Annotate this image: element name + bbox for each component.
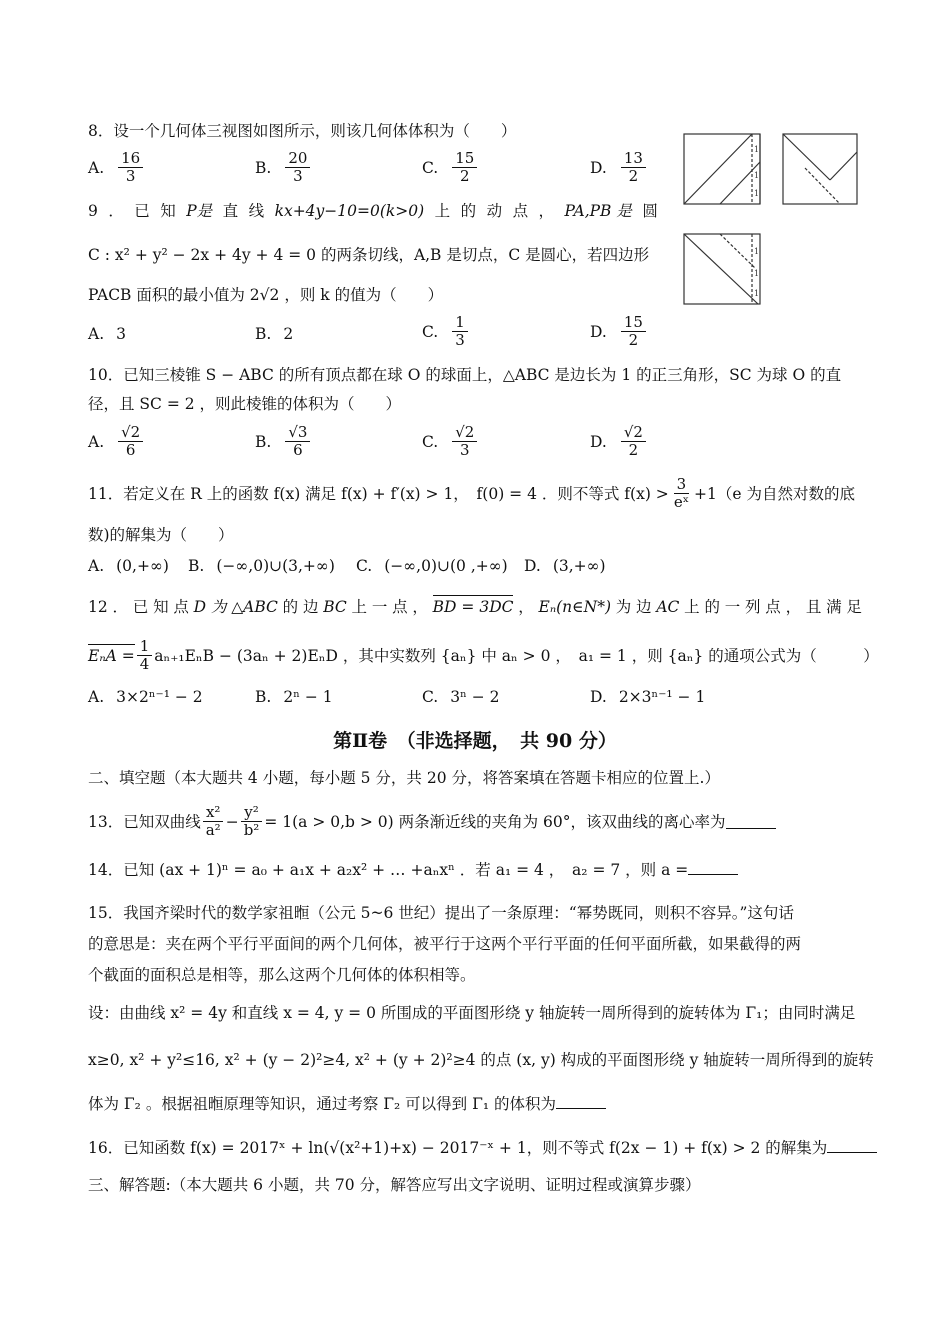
q15-line3: 个截面的面积总是相等，那么这两个几何体的体积相等。 [88, 966, 476, 984]
q11-line2: 数)的解集为（ ） [88, 526, 234, 544]
q14: 14．已知 (ax + 1)ⁿ = a₀ + a₁x + a₂x² + … +aₙxⁿ ．若 a₁ = 4 ， a₂ = 7 ，则 a = [88, 860, 738, 880]
q16: 16．已知函数 f(x) = 2017ˣ + ln(√(x²+1)+x) − 2017⁻ˣ + 1，则不等式 f(2x − 1) + f(x) > 2 的解集为 [88, 1138, 877, 1158]
answer-blank[interactable] [688, 860, 738, 875]
q11-option-b[interactable]: B. (−∞,0)∪(3,+∞) [188, 557, 335, 575]
q9-line2: C : x² + y² − 2x + 4y + 4 = 0 的两条切线，A,B 是切点，C 是圆心，若四边形 [88, 246, 650, 264]
q15-line5: x≥0, x² + y²≤16, x² + (y − 2)²≥4, x² + (y + 2)²≥4 的点 (x, y) 构成的平面图形绕 y 轴旋转一周所得到的旋转 [88, 1051, 874, 1069]
dim-label: 1 [754, 269, 760, 278]
section-2-title: 第Ⅱ卷 （非选择题， 共 90 分） [333, 730, 617, 752]
q8-option-b[interactable] [255, 150, 312, 185]
q11-option-a[interactable]: A. (0,+∞) [88, 557, 169, 575]
q9-line1: 9 ． 已 知 P是 直 线 kx+4y−10=0(k>0) 上 的 动 点 ， PA,PB 是 圆 [88, 202, 658, 220]
q12-line1: 12 ． 已 知 点 D 为 △ABC 的 边 BC 上 一 点 ， BD = 3DC ， Eₙ(n∈N*) 为 边 AC 上 的 一 列 点 ， 且 满 足 [88, 598, 862, 616]
dim-label: 1 [754, 289, 760, 298]
option-label: B. [255, 158, 272, 177]
q10-option-d[interactable]: D. $\frac{√2}{2}$ [590, 424, 648, 459]
frac-num: 15 [452, 150, 477, 168]
q10-option-a[interactable]: A. $\frac{√2}{6}$ [88, 424, 145, 459]
dim-label: 1 [754, 145, 760, 154]
q15-line4: 设：由曲线 x² = 4y 和直线 x = 4, y = 0 所围成的平面图形绕 y 轴旋转一周所得到的旋转体为 Γ₁；由同时满足 [88, 1004, 856, 1022]
front-view [684, 134, 760, 204]
q9-line3: PACB 面积的最小值为 2√2 ，则 k 的值为（ ） [88, 286, 444, 304]
q8-stem: 8．设一个几何体三视图如图所示，则该几何体体积为（ ） [88, 122, 517, 140]
frac-den: 2 [460, 167, 470, 185]
q10-option-b[interactable]: B. $\frac{√3}{6}$ [255, 424, 312, 459]
q8-option-a[interactable] [88, 150, 145, 185]
q12-option-b[interactable]: B. 2ⁿ − 1 [255, 688, 333, 706]
q13: 13．已知双曲线 $\frac{\text{x²}}{\text{a²}}$ − $\frac{\text{y²}}{\text{b²}}$ = 1(a > 0,b > 0) 两条渐近线的夹角为 60°，该双曲线的离心率为 [88, 804, 776, 839]
q12-line2: EₙA = $\frac{1}{4}$ aₙ₊₁EₙB − (3aₙ + 2)EₙD ，其中实数列 {aₙ} 中 aₙ > 0 ， a₁ = 1 ，则 {aₙ} 的通项公式为（ ） [88, 637, 879, 673]
three-view-figure [680, 130, 860, 310]
option-label: D. [590, 158, 607, 177]
q9-option-a[interactable]: A. 3 [88, 325, 126, 343]
q12-option-c[interactable]: C. 3ⁿ − 2 [422, 688, 500, 706]
frac-num: 16 [118, 150, 143, 168]
q10-line1: 10．已知三棱锥 S − ABC 的所有顶点都在球 O 的球面上，△ABC 是边长为 1 的正三角形，SC 为球 O 的直 [88, 366, 842, 384]
answer-blank[interactable] [827, 1138, 877, 1153]
dim-label: 1 [754, 247, 760, 256]
dim-label: 1 [754, 189, 760, 198]
q15-line6: 体为 Γ₂ 。根据祖暅原理等知识，通过考察 Γ₂ 可以得到 Γ₁ 的体积为 [88, 1094, 606, 1114]
option-label: C. [422, 158, 439, 177]
q8-option-c[interactable] [422, 150, 479, 185]
q8-option-d[interactable] [590, 150, 648, 185]
q9-option-b[interactable]: B. 2 [255, 325, 294, 343]
q10-option-c[interactable]: C. $\frac{√2}{3}$ [422, 424, 479, 459]
q9-option-d[interactable]: D. $\frac{15}{2}$ [590, 314, 648, 349]
frac-den: 3 [293, 167, 303, 185]
fill-in-header: 二、填空题（本大题共 4 小题，每小题 5 分，共 20 分，将答案填在答题卡相应的位置上.） [88, 769, 720, 787]
q15-line2: 的意思是：夹在两个平行平面间的两个几何体，被平行于这两个平行平面的任何平面所截，如果截得的两 [88, 935, 802, 953]
q12-option-d[interactable]: D. 2×3ⁿ⁻¹ − 1 [590, 688, 706, 706]
solution-header: 三、解答题:（本大题共 6 小题，共 70 分，解答应写出文字说明、证明过程或演算步骤） [88, 1176, 701, 1194]
q11-option-d[interactable]: D. (3,+∞) [524, 557, 606, 575]
option-label: A. [88, 158, 105, 177]
q12-option-a[interactable]: A. 3×2ⁿ⁻¹ − 2 [88, 688, 203, 706]
q10-line2: 径，且 SC = 2 ，则此棱锥的体积为（ ） [88, 395, 402, 413]
q15-line1: 15．我国齐梁时代的数学家祖暅（公元 5~6 世纪）提出了一条原理：“幂势既同，则积不容异。”这句话 [88, 904, 794, 922]
q9-option-c[interactable]: C. $\frac{1}{3}$ [422, 314, 470, 349]
dim-label: 1 [754, 171, 760, 180]
frac-den: 3 [125, 167, 136, 185]
frac-num: 20 [285, 150, 310, 168]
frac-num: 13 [621, 150, 646, 168]
answer-blank[interactable] [726, 814, 776, 829]
frac-den: 2 [628, 167, 639, 185]
q11-line1: 11．若定义在 R 上的函数 f(x) 满足 f(x) + f′(x) > 1， f(0) = 4 ．则不等式 f(x) > $\frac{3}{\text{eˣ}}$ +1（e 为自然对数的底 [88, 475, 855, 511]
q11-option-c[interactable]: C. (−∞,0)∪(0 ,+∞) [356, 557, 508, 575]
answer-blank[interactable] [556, 1094, 606, 1109]
